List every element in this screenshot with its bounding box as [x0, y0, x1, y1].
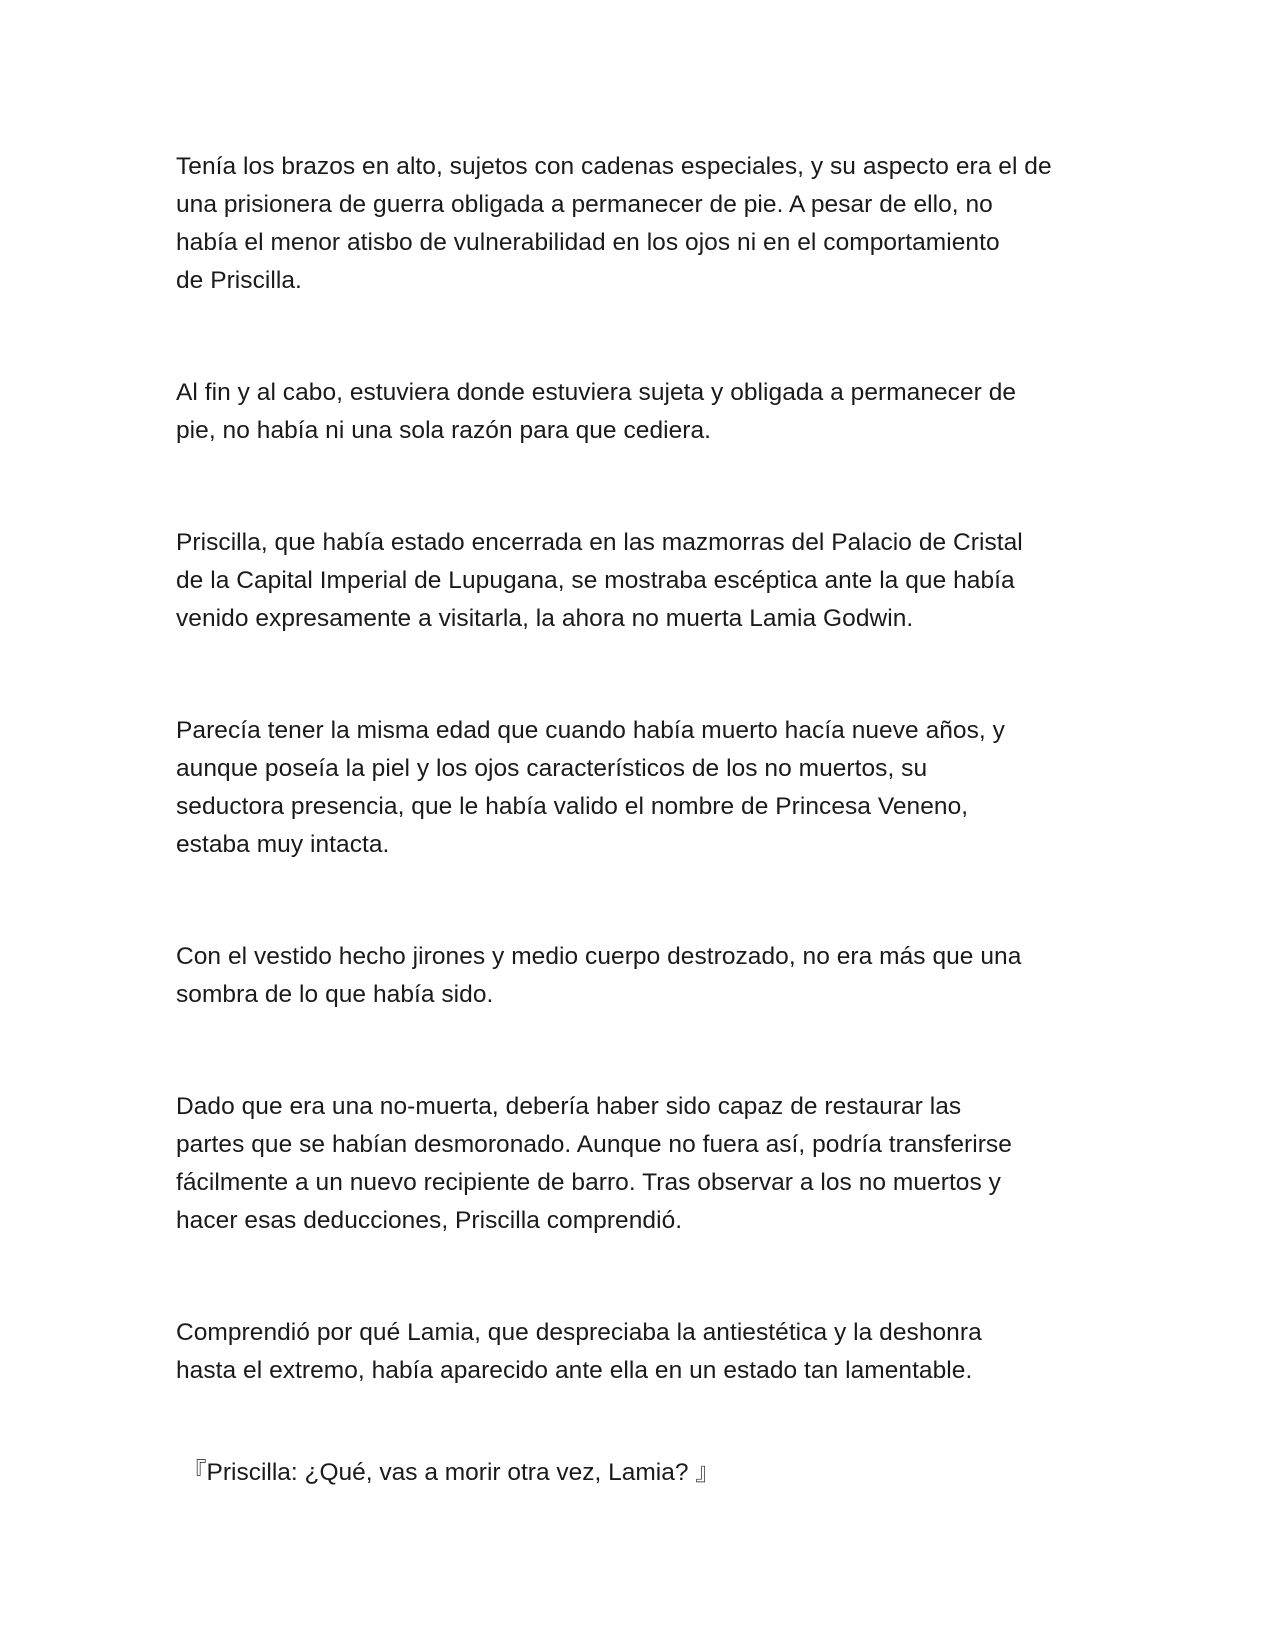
- body-text: [176, 148, 1106, 1464]
- text-line: Comprendió por qué Lamia, que despreciaba la antiestética y la deshonra: [176, 1319, 982, 1346]
- text-line: Priscilla, que había estado encerrada en las mazmorras del Palacio de Cristal: [176, 529, 1023, 556]
- text-line: Dado que era una no-muerta, debería haber sido capaz de restaurar las: [176, 1093, 962, 1120]
- text-line: estaba muy intacta.: [176, 831, 390, 858]
- text-line: había el menor atisbo de vulnerabilidad en los ojos ni en el comportamiento: [176, 229, 1000, 256]
- text-line: fácilmente a un nuevo recipiente de barro. Tras observar a los no muertos y: [176, 1169, 1001, 1196]
- paragraph-2: [176, 374, 1106, 450]
- text-line: hacer esas deducciones, Priscilla comprendió.: [176, 1207, 683, 1234]
- paragraph-5: [176, 938, 1106, 1014]
- text-line: una prisionera de guerra obligada a permanecer de pie. A pesar de ello, no: [176, 191, 993, 218]
- paragraph-6: [176, 1088, 1106, 1240]
- text-line: partes que se habían desmoronado. Aunque no fuera así, podría transferirse: [176, 1131, 1012, 1158]
- text-line: Con el vestido hecho jirones y medio cuerpo destrozado, no era más que una: [176, 943, 1022, 970]
- paragraph-4: [176, 712, 1106, 864]
- paragraph-7: [176, 1314, 1106, 1390]
- text-line: venido expresamente a visitarla, la ahora no muerta Lamia Godwin.: [176, 605, 914, 632]
- text-line: aunque poseía la piel y los ojos característicos de los no muertos, su: [176, 755, 928, 782]
- dialogue-line: 『Priscilla: ¿Qué, vas a morir otra vez, Lamia? 』: [182, 1459, 720, 1486]
- text-line: de Priscilla.: [176, 267, 302, 294]
- text-line: Al fin y al cabo, estuviera donde estuviera sujeta y obligada a permanecer de: [176, 379, 1017, 406]
- text-line: hasta el extremo, había aparecido ante ella en un estado tan lamentable.: [176, 1357, 973, 1384]
- text-line: Tenía los brazos en alto, sujetos con cadenas especiales, y su aspecto era el de: [176, 153, 1052, 180]
- text-line: sombra de lo que había sido.: [176, 981, 494, 1008]
- text-line: Parecía tener la misma edad que cuando había muerto hacía nueve años, y: [176, 717, 1005, 744]
- paragraph-3: [176, 524, 1106, 638]
- text-line: de la Capital Imperial de Lupugana, se mostraba escéptica ante la que había: [176, 567, 1015, 594]
- text-line: seductora presencia, que le había valido el nombre de Princesa Veneno,: [176, 793, 969, 820]
- paragraph-1: [176, 148, 1106, 300]
- text-line: pie, no había ni una sola razón para que cediera.: [176, 417, 712, 444]
